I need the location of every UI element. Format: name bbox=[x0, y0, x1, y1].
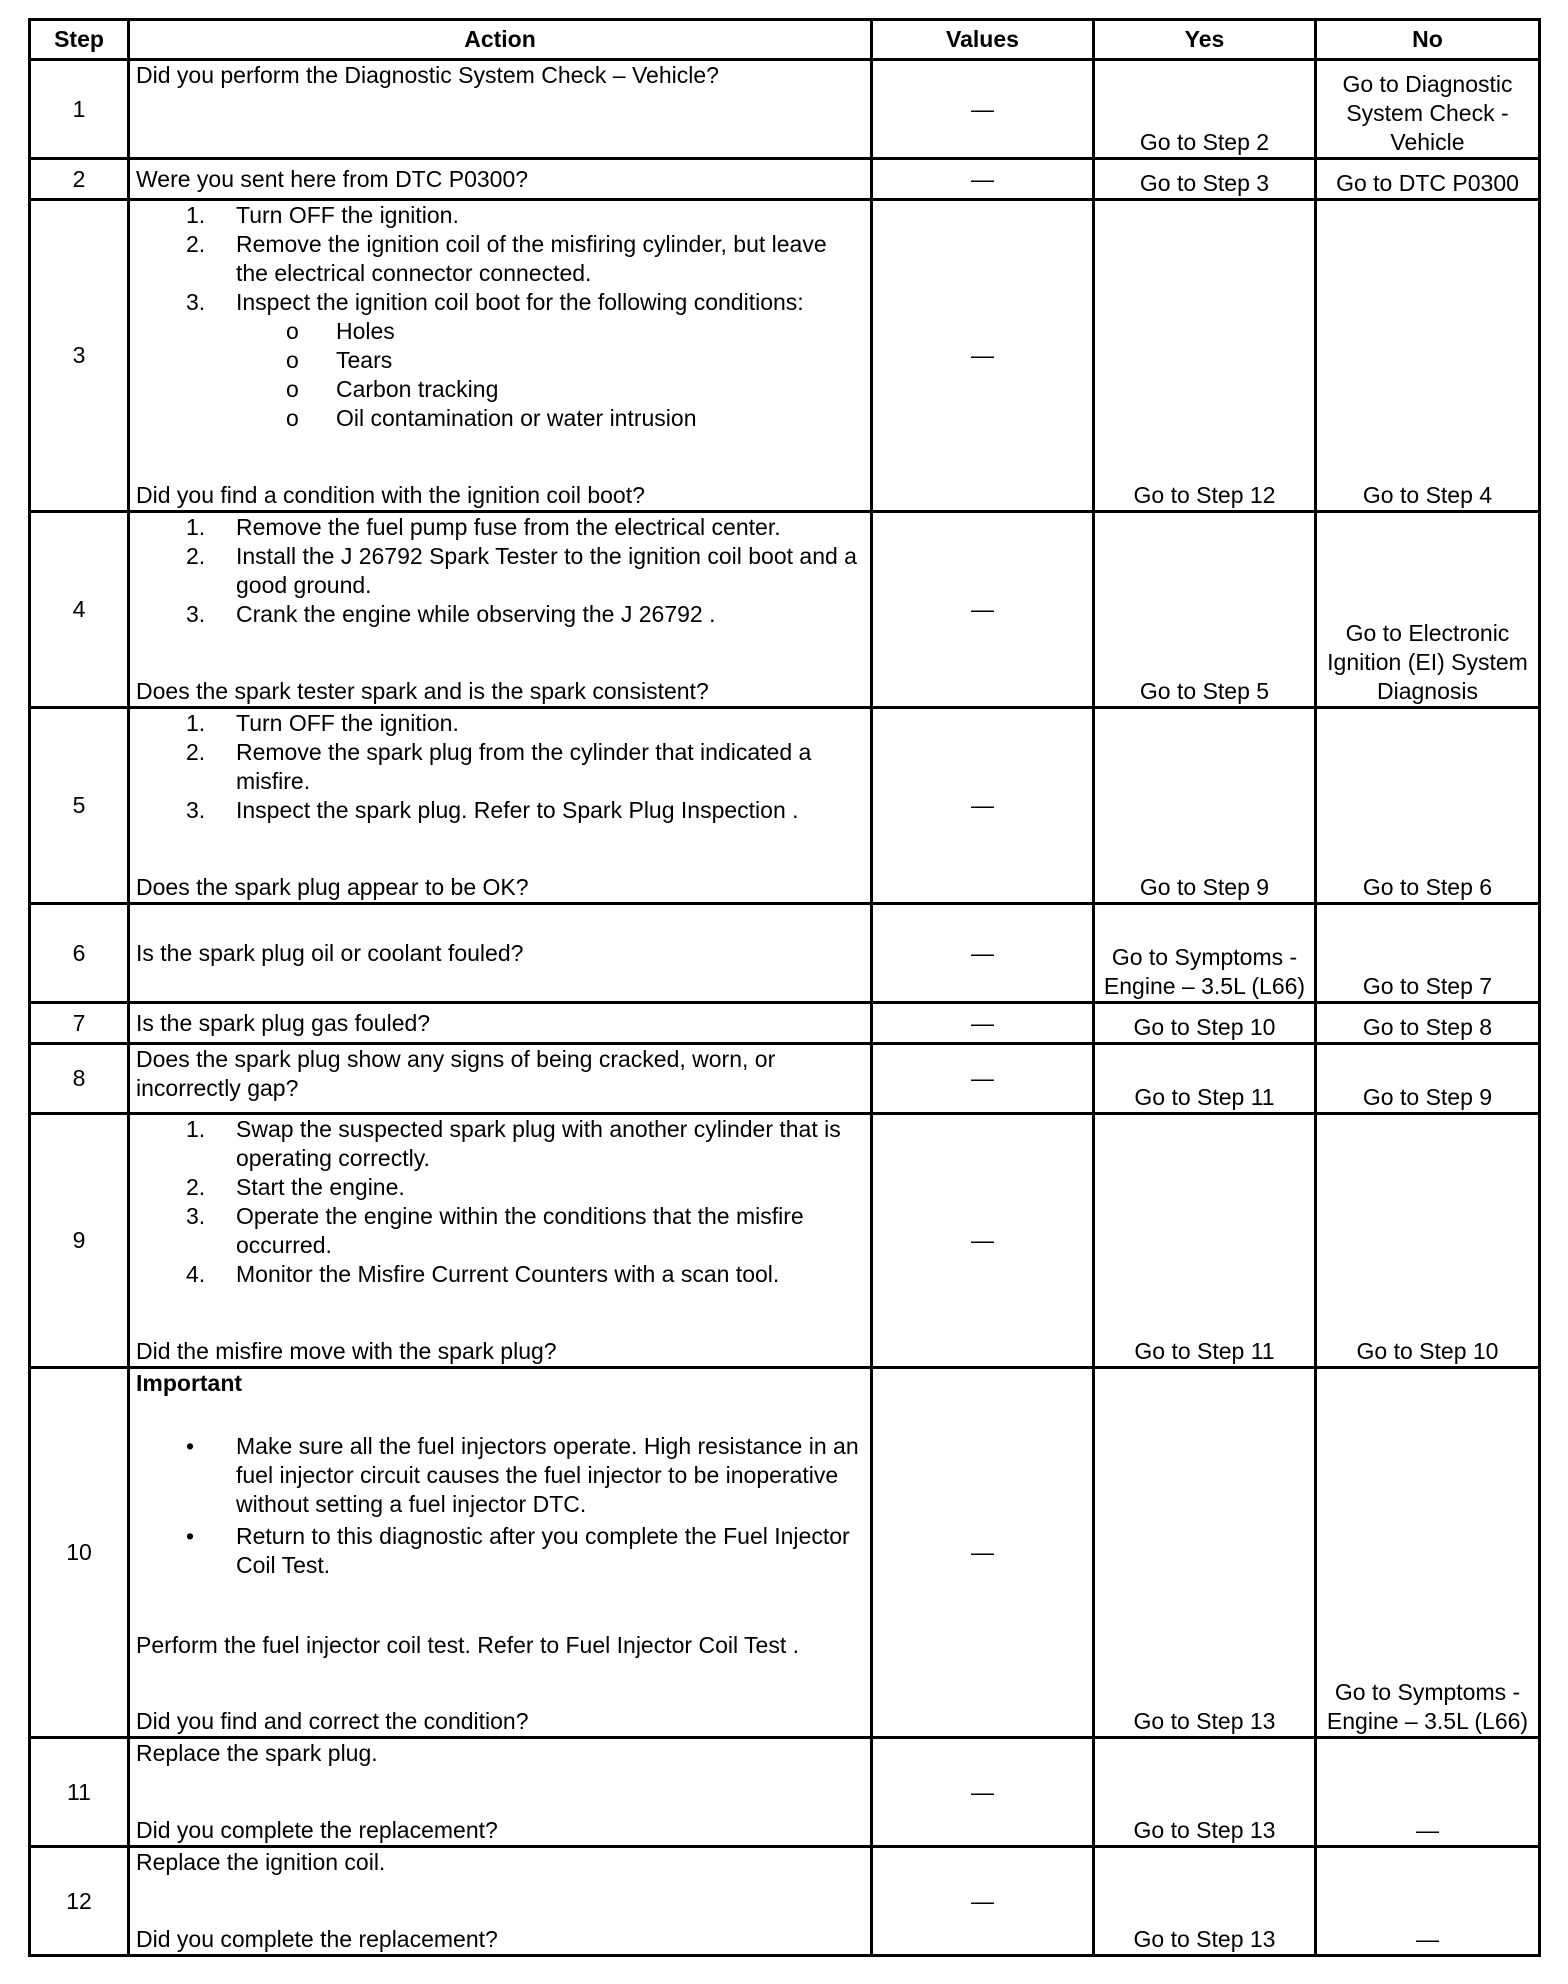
action-instruction: Replace the ignition coil. bbox=[136, 1849, 386, 1875]
yes-cell: Go to Step 11 bbox=[1094, 1114, 1316, 1368]
diagnostic-table bbox=[28, 18, 1541, 1957]
step-number: 1 bbox=[30, 60, 129, 159]
condition-item: o Carbon tracking bbox=[286, 376, 499, 402]
values-cell: — bbox=[872, 1044, 1094, 1114]
action-question: Did you find a condition with the ignition coil boot? bbox=[136, 482, 645, 508]
procedure-step: 2. Remove the ignition coil of the misfiring cylinder, but leave the electrical connector connected. bbox=[186, 231, 827, 286]
condition-item: o Holes bbox=[286, 318, 395, 344]
action-cell bbox=[129, 60, 872, 159]
action-question: Did you find and correct the condition? bbox=[136, 1708, 529, 1734]
action-question: Did you perform the Diagnostic System Check – Vehicle? bbox=[136, 62, 719, 88]
table-row bbox=[30, 708, 1540, 904]
values-cell: — bbox=[872, 904, 1094, 1003]
values-cell: — bbox=[872, 1003, 1094, 1044]
action-cell bbox=[129, 1738, 872, 1847]
important-note: • Make sure all the fuel injectors operate. High resistance in an fuel injector circuit causes the fuel injector to be inoperative without setting a fuel injector DTC. bbox=[186, 1433, 859, 1517]
yes-cell: Go to Step 13 bbox=[1094, 1738, 1316, 1847]
header-row bbox=[30, 20, 1540, 60]
table-row bbox=[30, 60, 1540, 159]
procedure-step: 2. Install the J 26792 Spark Tester to the ignition coil boot and a good ground. bbox=[186, 543, 857, 598]
important-note: • Return to this diagnostic after you complete the Fuel Injector Coil Test. bbox=[186, 1523, 850, 1578]
action-cell bbox=[129, 1044, 872, 1114]
yes-cell: Go to Symptoms - Engine – 3.5L (L66) bbox=[1094, 904, 1316, 1003]
table-row bbox=[30, 904, 1540, 1003]
values-cell: — bbox=[872, 1847, 1094, 1956]
no-cell: Go to Step 10 bbox=[1316, 1114, 1540, 1368]
table-row bbox=[30, 1368, 1540, 1738]
condition-list bbox=[136, 317, 864, 433]
step-number: 3 bbox=[30, 200, 129, 512]
procedure-list bbox=[136, 1115, 864, 1289]
action-question: Did you complete the replacement? bbox=[136, 1926, 498, 1952]
table-row bbox=[30, 1044, 1540, 1114]
step-number: 11 bbox=[30, 1738, 129, 1847]
procedure-list bbox=[136, 201, 864, 317]
values-cell: — bbox=[872, 512, 1094, 708]
action-question: Does the spark tester spark and is the spark consistent? bbox=[136, 678, 709, 704]
step-number: 4 bbox=[30, 512, 129, 708]
step-number: 10 bbox=[30, 1368, 129, 1738]
no-cell: — bbox=[1316, 1847, 1540, 1956]
action-question: Were you sent here from DTC P0300? bbox=[136, 165, 529, 192]
values-cell: — bbox=[872, 1738, 1094, 1847]
step-number: 9 bbox=[30, 1114, 129, 1368]
step-number: 8 bbox=[30, 1044, 129, 1114]
procedure-list bbox=[136, 709, 864, 825]
action-cell bbox=[129, 904, 872, 1003]
procedure-step: 3. Crank the engine while observing the J 26792 . bbox=[186, 601, 716, 627]
header-yes: Yes bbox=[1094, 20, 1316, 60]
procedure-step: 2. Remove the spark plug from the cylinder that indicated a misfire. bbox=[186, 739, 812, 794]
procedure-step: 3. Inspect the spark plug. Refer to Spark Plug Inspection . bbox=[186, 797, 799, 823]
no-cell: Go to DTC P0300 bbox=[1316, 159, 1540, 200]
action-cell bbox=[129, 708, 872, 904]
step-number: 7 bbox=[30, 1003, 129, 1044]
action-cell bbox=[129, 159, 872, 200]
important-heading: Important bbox=[136, 1370, 243, 1396]
values-cell: — bbox=[872, 708, 1094, 904]
yes-cell: Go to Step 13 bbox=[1094, 1368, 1316, 1738]
procedure-step: 1. Turn OFF the ignition. bbox=[186, 710, 459, 736]
table-row bbox=[30, 512, 1540, 708]
no-cell: — bbox=[1316, 1738, 1540, 1847]
no-cell: Go to Electronic Ignition (EI) System Diagnosis bbox=[1316, 512, 1540, 708]
values-cell: — bbox=[872, 60, 1094, 159]
step-number: 6 bbox=[30, 904, 129, 1003]
action-cell bbox=[129, 1368, 872, 1738]
action-question: Did the misfire move with the spark plug? bbox=[136, 1338, 557, 1364]
procedure-step: 2. Start the engine. bbox=[186, 1174, 405, 1200]
header-no: No bbox=[1316, 20, 1540, 60]
header-values: Values bbox=[872, 20, 1094, 60]
header-step: Step bbox=[30, 20, 129, 60]
action-cell bbox=[129, 1114, 872, 1368]
no-cell: Go to Step 9 bbox=[1316, 1044, 1540, 1114]
values-cell: — bbox=[872, 1368, 1094, 1738]
values-cell: — bbox=[872, 1114, 1094, 1368]
values-cell: — bbox=[872, 200, 1094, 512]
table-row bbox=[30, 1003, 1540, 1044]
yes-cell: Go to Step 12 bbox=[1094, 200, 1316, 512]
step-number: 2 bbox=[30, 159, 129, 200]
action-question: Is the spark plug oil or coolant fouled? bbox=[136, 939, 524, 966]
condition-item: o Tears bbox=[286, 347, 393, 373]
table-row bbox=[30, 159, 1540, 200]
no-cell: Go to Step 6 bbox=[1316, 708, 1540, 904]
step-number: 5 bbox=[30, 708, 129, 904]
action-cell bbox=[129, 200, 872, 512]
yes-cell: Go to Step 5 bbox=[1094, 512, 1316, 708]
values-cell: — bbox=[872, 159, 1094, 200]
yes-cell: Go to Step 13 bbox=[1094, 1847, 1316, 1956]
no-cell: Go to Symptoms - Engine – 3.5L (L66) bbox=[1316, 1368, 1540, 1738]
table-row bbox=[30, 1114, 1540, 1368]
procedure-step: 1. Turn OFF the ignition. bbox=[186, 202, 459, 228]
action-cell bbox=[129, 512, 872, 708]
action-instruction: Perform the fuel injector coil test. Refer to Fuel Injector Coil Test . bbox=[136, 1631, 800, 1658]
yes-cell: Go to Step 9 bbox=[1094, 708, 1316, 904]
action-question: Does the spark plug show any signs of being cracked, worn, or incorrectly gap? bbox=[136, 1046, 776, 1101]
step-number: 12 bbox=[30, 1847, 129, 1956]
no-cell: Go to Step 8 bbox=[1316, 1003, 1540, 1044]
header-action: Action bbox=[129, 20, 872, 60]
table-row bbox=[30, 200, 1540, 512]
no-cell: Go to Diagnostic System Check - Vehicle bbox=[1316, 60, 1540, 159]
procedure-step: 1. Remove the fuel pump fuse from the electrical center. bbox=[186, 514, 781, 540]
procedure-step: 1. Swap the suspected spark plug with another cylinder that is operating correctly. bbox=[186, 1116, 841, 1171]
important-notes bbox=[136, 1432, 864, 1583]
yes-cell: Go to Step 10 bbox=[1094, 1003, 1316, 1044]
table-row bbox=[30, 1847, 1540, 1956]
action-cell bbox=[129, 1847, 872, 1956]
action-question: Does the spark plug appear to be OK? bbox=[136, 874, 529, 900]
procedure-step: 4. Monitor the Misfire Current Counters with a scan tool. bbox=[186, 1261, 780, 1287]
condition-item: o Oil contamination or water intrusion bbox=[286, 405, 697, 431]
action-instruction: Replace the spark plug. bbox=[136, 1740, 378, 1766]
yes-cell: Go to Step 3 bbox=[1094, 159, 1316, 200]
yes-cell: Go to Step 11 bbox=[1094, 1044, 1316, 1114]
table-row bbox=[30, 1738, 1540, 1847]
procedure-step: 3. Inspect the ignition coil boot for the following conditions: bbox=[186, 289, 804, 315]
procedure-step: 3. Operate the engine within the conditions that the misfire occurred. bbox=[186, 1203, 804, 1258]
yes-cell: Go to Step 2 bbox=[1094, 60, 1316, 159]
no-cell: Go to Step 7 bbox=[1316, 904, 1540, 1003]
no-cell: Go to Step 4 bbox=[1316, 200, 1540, 512]
action-question: Is the spark plug gas fouled? bbox=[136, 1009, 431, 1036]
action-question: Did you complete the replacement? bbox=[136, 1817, 498, 1843]
procedure-list bbox=[136, 513, 864, 629]
action-cell bbox=[129, 1003, 872, 1044]
